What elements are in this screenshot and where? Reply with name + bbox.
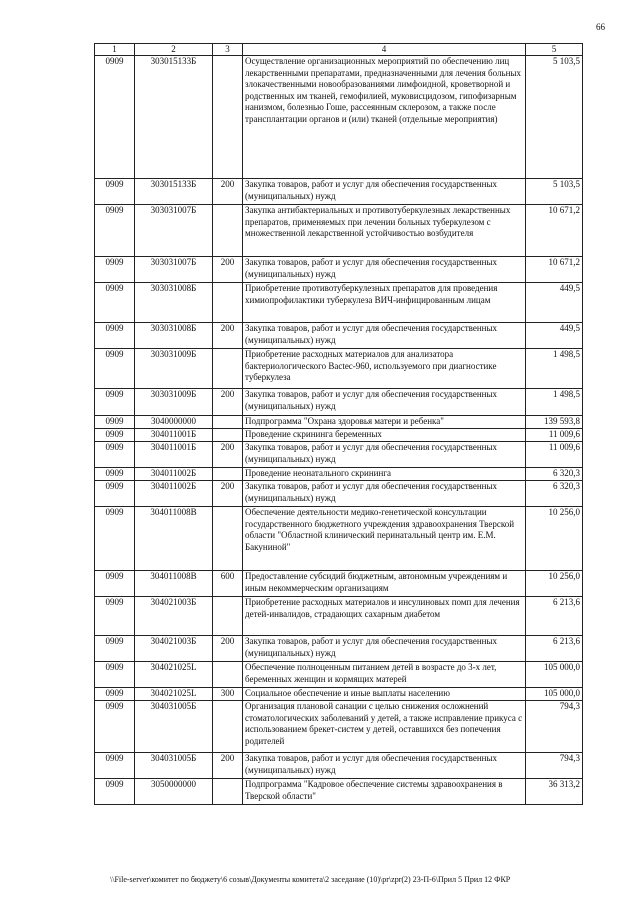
amount: 6 213,6 [526,597,583,636]
section-code: 0909 [95,257,135,283]
expense-type-code [213,349,243,389]
amount: 139 593,8 [526,416,583,429]
expense-type-code: 200 [213,753,243,779]
expense-type-code [213,468,243,481]
table-row [95,597,583,636]
section-code: 0909 [95,283,135,323]
column-header: 4 [243,44,526,56]
amount: 6 320,3 [526,468,583,481]
expense-type-code [213,662,243,688]
section-code: 0909 [95,429,135,442]
expense-type-code [213,507,243,571]
section-code: 0909 [95,416,135,429]
table-row [95,662,583,688]
amount: 794,3 [526,701,583,753]
amount: 5 103,5 [526,56,583,179]
section-code: 0909 [95,688,135,701]
file-path-footer: \\File-server\комитет по бюджету\6 созыв\Документы комитета\2 заседание (10)\pr\zpr(2) 23-П-6\Прил 5 Прил 12 ФКР [110,875,511,884]
item-name: Закупка товаров, работ и услуг для обеспечения государственных (муниципальных) нужд [243,753,526,779]
section-code: 0909 [95,597,135,636]
amount: 105 000,0 [526,688,583,701]
section-code: 0909 [95,507,135,571]
table-row [95,323,583,349]
target-article-code: 304011008В [135,507,213,571]
expense-type-code [213,205,243,257]
header-row [95,44,583,56]
item-name: Организация плановой санации с целью снижения осложнений стоматологических заболеваний у детей, а также исправление прикуса с использованием брекет-систем у детей, оставшихся без попечения родителей [243,701,526,753]
expense-type-code: 200 [213,481,243,507]
amount: 1 498,5 [526,349,583,389]
item-name: Закупка антибактериальных и противотуберкулезных лекарственных препаратов, применяемых при лечении больных туберкулезом с множественной лекарственной устойчивостью возбудителя [243,205,526,257]
page-number: 66 [596,22,605,32]
amount: 10 256,0 [526,507,583,571]
expense-type-code [213,597,243,636]
table-row [95,779,583,805]
expense-type-code [213,429,243,442]
target-article-code: 304021003Б [135,636,213,662]
item-name: Обеспечение деятельности медико-генетической консультации государственного бюджетного учреждения здравоохранения Тверской области "Областной клинический перинатальный центр им. Е.М. Бакуниной" [243,507,526,571]
amount: 5 103,5 [526,179,583,205]
section-code: 0909 [95,179,135,205]
target-article-code: 303031009Б [135,349,213,389]
expense-type-code: 200 [213,257,243,283]
target-article-code: 304021025L [135,688,213,701]
table-row [95,205,583,257]
amount: 6 320,3 [526,481,583,507]
amount: 11 009,6 [526,429,583,442]
table-row [95,701,583,753]
target-article-code: 304021003Б [135,597,213,636]
table-row [95,571,583,597]
table-row [95,688,583,701]
item-name: Закупка товаров, работ и услуг для обеспечения государственных (муниципальных) нужд [243,636,526,662]
expense-type-code [213,701,243,753]
expense-type-code: 200 [213,389,243,416]
expense-type-code: 200 [213,179,243,205]
item-name: Социальное обеспечение и иные выплаты населению [243,688,526,701]
target-article-code: 303015133Б [135,56,213,179]
target-article-code: 303031007Б [135,205,213,257]
item-name: Закупка товаров, работ и услуг для обеспечения государственных (муниципальных) нужд [243,442,526,468]
expense-type-code: 200 [213,636,243,662]
item-name: Приобретение противотуберкулезных препаратов для проведения химиопрофилактики туберкулеза ВИЧ-инфицированным лицам [243,283,526,323]
section-code: 0909 [95,636,135,662]
target-article-code: 304011001Б [135,442,213,468]
target-article-code: 303031008Б [135,283,213,323]
item-name: Закупка товаров, работ и услуг для обеспечения государственных (муниципальных) нужд [243,389,526,416]
section-code: 0909 [95,753,135,779]
expense-type-code: 300 [213,688,243,701]
column-header: 5 [526,44,583,56]
item-name: Проведение неонатального скрининга [243,468,526,481]
table-row [95,257,583,283]
target-article-code: 304011002Б [135,481,213,507]
table-row [95,507,583,571]
section-code: 0909 [95,442,135,468]
budget-table [94,43,583,805]
expense-type-code: 600 [213,571,243,597]
section-code: 0909 [95,323,135,349]
section-code: 0909 [95,571,135,597]
expense-type-code [213,283,243,323]
amount: 10 671,2 [526,205,583,257]
amount: 449,5 [526,283,583,323]
item-name: Осуществление организационных мероприятий по обеспечению лиц лекарственными препаратами, предназначенными для лечения больных злокачественными новообразованиями лимфоидной, кроветворной и родственных им тканей, гемофилией, муковисцидозом, гипофизарным нанизмом, болезнью Гоше, рассеянным склерозом, а также после трансплантации органов и (или) тканей (отдельные мероприятия) [243,56,526,179]
item-name: Закупка товаров, работ и услуг для обеспечения государственных (муниципальных) нужд [243,179,526,205]
target-article-code: 303031008Б [135,323,213,349]
table-row [95,753,583,779]
target-article-code: 304011001Б [135,429,213,442]
table-row [95,416,583,429]
target-article-code: 304031005Б [135,753,213,779]
item-name: Проведение скрининга беременных [243,429,526,442]
table-row [95,283,583,323]
amount: 6 213,6 [526,636,583,662]
target-article-code: 304021025L [135,662,213,688]
table-row [95,179,583,205]
target-article-code: 303031009Б [135,389,213,416]
section-code: 0909 [95,662,135,688]
section-code: 0909 [95,468,135,481]
table-row [95,442,583,468]
item-name: Приобретение расходных материалов и инсулиновых помп для лечения детей-инвалидов, страдающих сахарным диабетом [243,597,526,636]
item-name: Закупка товаров, работ и услуг для обеспечения государственных (муниципальных) нужд [243,481,526,507]
expense-type-code [213,56,243,179]
item-name: Закупка товаров, работ и услуг для обеспечения государственных (муниципальных) нужд [243,257,526,283]
section-code: 0909 [95,481,135,507]
amount: 10 671,2 [526,257,583,283]
amount: 10 256,0 [526,571,583,597]
table-row [95,481,583,507]
item-name: Приобретение расходных материалов для анализатора бактериологического Bactec-960, используемого при диагностике туберкулеза [243,349,526,389]
amount: 11 009,6 [526,442,583,468]
column-header: 1 [95,44,135,56]
table-row [95,389,583,416]
column-header: 2 [135,44,213,56]
table-row [95,636,583,662]
table-row [95,349,583,389]
table-row [95,429,583,442]
item-name: Подпрограмма "Кадровое обеспечение системы здравоохранения в Тверской области" [243,779,526,805]
target-article-code: 303031007Б [135,257,213,283]
expense-type-code: 200 [213,442,243,468]
amount: 36 313,2 [526,779,583,805]
section-code: 0909 [95,389,135,416]
expense-type-code [213,416,243,429]
target-article-code: 3050000000 [135,779,213,805]
item-name: Предоставление субсидий бюджетным, автономным учреждениям и иным некоммерческим организациям [243,571,526,597]
target-article-code: 3040000000 [135,416,213,429]
amount: 794,3 [526,753,583,779]
section-code: 0909 [95,56,135,179]
section-code: 0909 [95,349,135,389]
section-code: 0909 [95,701,135,753]
item-name: Подпрограмма "Охрана здоровья матери и ребенка" [243,416,526,429]
amount: 449,5 [526,323,583,349]
target-article-code: 303015133Б [135,179,213,205]
expense-type-code: 200 [213,323,243,349]
column-header: 3 [213,44,243,56]
section-code: 0909 [95,779,135,805]
target-article-code: 304031005Б [135,701,213,753]
target-article-code: 304011002Б [135,468,213,481]
table-row [95,468,583,481]
target-article-code: 304011008В [135,571,213,597]
amount: 105 000,0 [526,662,583,688]
amount: 1 498,5 [526,389,583,416]
item-name: Закупка товаров, работ и услуг для обеспечения государственных (муниципальных) нужд [243,323,526,349]
item-name: Обеспечение полноценным питанием детей в возрасте до 3-х лет, беременных женщин и кормящих матерей [243,662,526,688]
section-code: 0909 [95,205,135,257]
table-row [95,56,583,179]
expense-type-code [213,779,243,805]
